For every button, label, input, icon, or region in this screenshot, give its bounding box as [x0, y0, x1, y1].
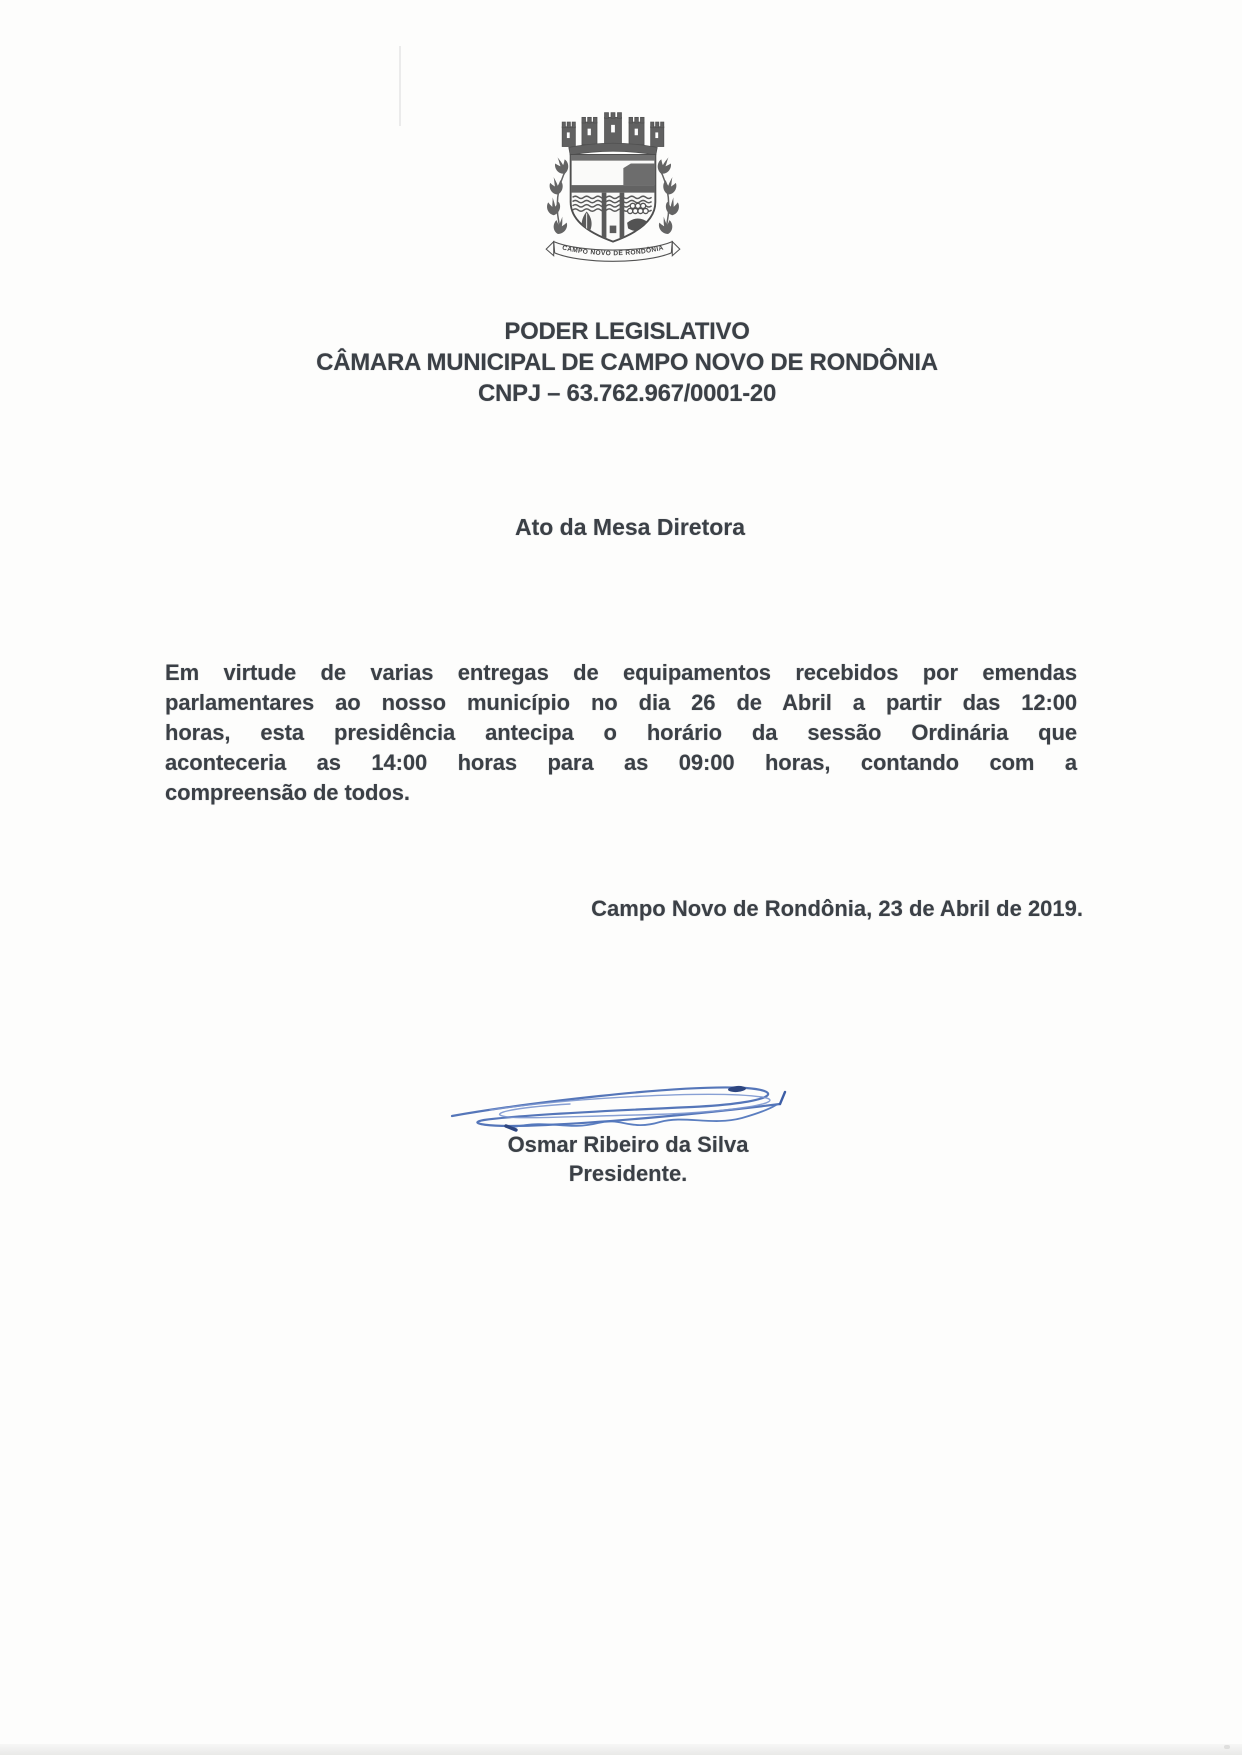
body-paragraph: [165, 658, 1077, 808]
scan-artifact-line: [399, 46, 401, 126]
handwritten-signature: [450, 1074, 798, 1138]
letterhead-branch: PODER LEGISLATIVO: [504, 318, 750, 345]
crest-right-branch: [655, 155, 680, 236]
body-line: parlamentares ao nosso município no dia 26 de Abril a partir das 12:00: [165, 690, 1077, 715]
municipal-crest: [533, 106, 693, 268]
coat-of-arms-icon: [533, 106, 693, 268]
scan-speck: [1224, 1745, 1230, 1749]
letterhead-institution: CÂMARA MUNICIPAL DE CAMPO NOVO DE RONDÔNIA: [316, 349, 938, 376]
crest-crown: [562, 113, 664, 155]
letterhead-cnpj: CNPJ – 63.762.967/0001-20: [477, 380, 777, 407]
body-line: Em virtude de varias entregas de equipamentos recebidos por emendas: [165, 660, 1077, 685]
crest-banner: [546, 242, 680, 262]
signer-name: Osmar Ribeiro da Silva: [507, 1132, 749, 1157]
crest-left-branch: [546, 155, 571, 236]
body-line: compreensão de todos.: [165, 780, 410, 805]
document-title: Ato da Mesa Diretora: [514, 514, 746, 540]
signature-scrawl-icon: [450, 1074, 798, 1138]
signature-block: [7, 1130, 1242, 1188]
place-date-line: Campo Novo de Rondônia, 23 de Abril de 2019.: [591, 896, 1083, 921]
letterhead: [6, 316, 1242, 409]
body-line: horas, esta presidência antecipa o horário da sessão Ordinária que: [165, 720, 1077, 745]
signer-role: Presidente.: [568, 1161, 688, 1186]
scan-edge-shadow: [0, 1744, 1242, 1755]
body-line: aconteceria as 14:00 horas para as 09:00 horas, contando com a: [165, 750, 1077, 775]
crest-banner-text: CAMPO NOVO DE RONDÔNIA: [561, 244, 665, 258]
